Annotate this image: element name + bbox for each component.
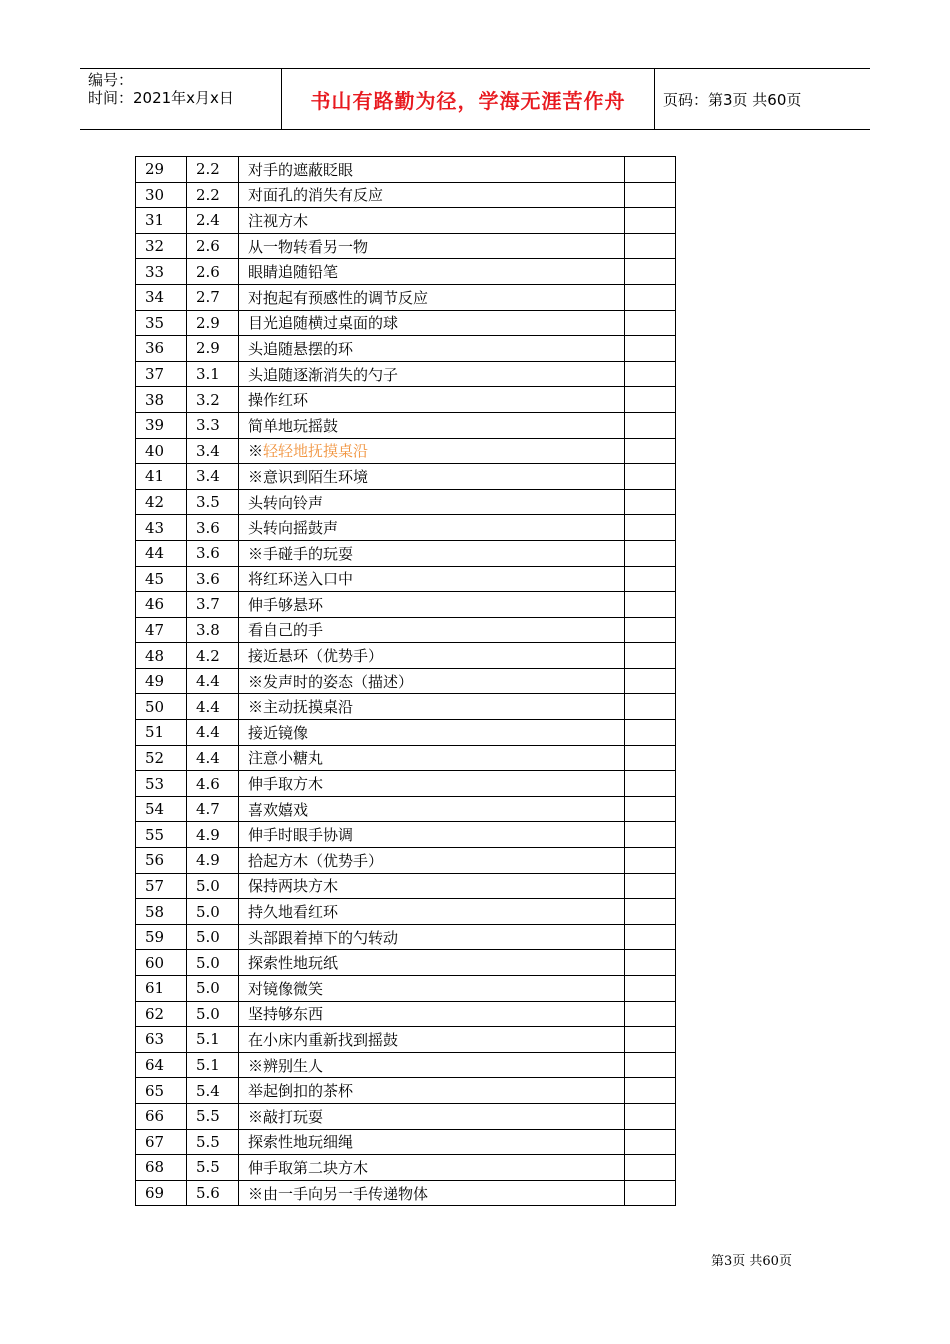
table-row xyxy=(136,668,676,694)
item-score-cell xyxy=(625,1001,676,1027)
item-text: 眼睛追随铅笔 xyxy=(248,263,339,282)
item-score-cell xyxy=(625,873,676,899)
item-age: 2.2 xyxy=(187,182,239,208)
item-score-cell xyxy=(625,1078,676,1104)
item-text: ※由一手向另一手传递物体 xyxy=(248,1184,429,1203)
item-description xyxy=(239,464,625,490)
item-description xyxy=(239,1052,625,1078)
item-text: 目光追随横过桌面的球 xyxy=(248,314,399,333)
item-score-cell xyxy=(625,1027,676,1053)
item-number: 69 xyxy=(136,1180,187,1206)
table-row xyxy=(136,592,676,618)
header-motto: 书山有路勤为径，学海无涯苦作舟 xyxy=(310,89,626,113)
table-row xyxy=(136,1078,676,1104)
item-age: 5.0 xyxy=(187,873,239,899)
table-row xyxy=(136,361,676,387)
item-description xyxy=(239,387,625,413)
item-text: 探索性地玩细绳 xyxy=(248,1133,354,1152)
item-description xyxy=(239,822,625,848)
item-text: 简单地玩摇鼓 xyxy=(248,416,339,435)
item-age: 5.0 xyxy=(187,950,239,976)
item-text: 头部跟着掉下的勺转动 xyxy=(248,928,399,947)
item-number: 67 xyxy=(136,1129,187,1155)
item-score-cell xyxy=(625,1103,676,1129)
serial-label: 编号： xyxy=(88,71,134,89)
item-age: 5.0 xyxy=(187,924,239,950)
item-score-cell xyxy=(625,515,676,541)
item-description xyxy=(239,1078,625,1104)
item-score-cell xyxy=(625,848,676,874)
item-score-cell xyxy=(625,412,676,438)
item-age: 3.2 xyxy=(187,387,239,413)
item-age: 3.1 xyxy=(187,361,239,387)
item-score-cell xyxy=(625,694,676,720)
item-age: 4.7 xyxy=(187,796,239,822)
item-description xyxy=(239,259,625,285)
item-number: 35 xyxy=(136,310,187,336)
item-score-cell xyxy=(625,157,676,183)
item-description xyxy=(239,1103,625,1129)
item-number: 65 xyxy=(136,1078,187,1104)
item-text: ※敲打玩耍 xyxy=(248,1107,324,1126)
table-row xyxy=(136,848,676,874)
item-text: 拾起方木（优势手） xyxy=(248,851,384,870)
item-description xyxy=(239,438,625,464)
table-row xyxy=(136,720,676,746)
item-age: 5.0 xyxy=(187,899,239,925)
item-score-cell xyxy=(625,387,676,413)
item-score-cell xyxy=(625,822,676,848)
item-score-cell xyxy=(625,643,676,669)
item-description xyxy=(239,617,625,643)
item-description xyxy=(239,233,625,259)
item-text: 头追随逐渐消失的勺子 xyxy=(248,365,399,384)
item-score-cell xyxy=(625,720,676,746)
item-score-cell xyxy=(625,310,676,336)
table-row xyxy=(136,1180,676,1206)
header-page-info: 页码：第3页 共60页 xyxy=(663,91,802,109)
item-number: 49 xyxy=(136,668,187,694)
item-number: 37 xyxy=(136,361,187,387)
table-row xyxy=(136,489,676,515)
table-row xyxy=(136,976,676,1002)
item-text: 接近悬环（优势手） xyxy=(248,647,384,666)
table-row xyxy=(136,1103,676,1129)
item-age: 5.5 xyxy=(187,1155,239,1181)
item-text: ※意识到陌生环境 xyxy=(248,467,369,486)
item-description xyxy=(239,643,625,669)
item-text: 将红环送入口中 xyxy=(248,570,354,589)
item-number: 52 xyxy=(136,745,187,771)
item-description xyxy=(239,182,625,208)
item-description xyxy=(239,540,625,566)
item-text: 头追随悬摆的环 xyxy=(248,339,354,358)
table-row xyxy=(136,438,676,464)
table-row xyxy=(136,259,676,285)
table-row xyxy=(136,157,676,183)
item-age: 4.9 xyxy=(187,822,239,848)
table-row xyxy=(136,540,676,566)
table-row xyxy=(136,796,676,822)
table-row xyxy=(136,412,676,438)
item-text: ※主动抚摸桌沿 xyxy=(248,698,354,717)
item-description xyxy=(239,720,625,746)
item-age: 3.4 xyxy=(187,438,239,464)
item-number: 68 xyxy=(136,1155,187,1181)
item-age: 5.1 xyxy=(187,1052,239,1078)
item-number: 44 xyxy=(136,540,187,566)
item-age: 3.4 xyxy=(187,464,239,490)
item-text: ※手碰手的玩耍 xyxy=(248,544,354,563)
table-row xyxy=(136,208,676,234)
item-number: 54 xyxy=(136,796,187,822)
table-row xyxy=(136,566,676,592)
item-age: 5.5 xyxy=(187,1129,239,1155)
item-description xyxy=(239,796,625,822)
item-score-cell xyxy=(625,1180,676,1206)
table-row xyxy=(136,284,676,310)
item-number: 66 xyxy=(136,1103,187,1129)
item-text: 伸手取方木 xyxy=(248,775,324,794)
table-row xyxy=(136,182,676,208)
item-text: 接近镜像 xyxy=(248,723,309,742)
item-text: 注视方木 xyxy=(248,211,309,230)
item-number: 50 xyxy=(136,694,187,720)
item-text: 对面孔的消失有反应 xyxy=(248,186,384,205)
item-age: 2.9 xyxy=(187,310,239,336)
item-score-cell xyxy=(625,259,676,285)
item-text: 轻轻地抚摸桌沿 xyxy=(263,442,369,461)
item-description xyxy=(239,284,625,310)
item-text: 操作红环 xyxy=(248,391,309,410)
header-meta xyxy=(88,71,278,107)
item-number: 56 xyxy=(136,848,187,874)
table-row xyxy=(136,899,676,925)
page-header xyxy=(80,68,870,130)
item-number: 29 xyxy=(136,157,187,183)
item-description xyxy=(239,745,625,771)
item-description xyxy=(239,310,625,336)
item-age: 3.3 xyxy=(187,412,239,438)
table-row xyxy=(136,336,676,362)
item-age: 3.6 xyxy=(187,540,239,566)
item-description xyxy=(239,976,625,1002)
table-row xyxy=(136,617,676,643)
item-text: 保持两块方木 xyxy=(248,877,339,896)
item-age: 5.6 xyxy=(187,1180,239,1206)
table-row xyxy=(136,464,676,490)
table-row xyxy=(136,1027,676,1053)
item-age: 4.4 xyxy=(187,694,239,720)
item-score-cell xyxy=(625,771,676,797)
item-score-cell xyxy=(625,976,676,1002)
item-score-cell xyxy=(625,284,676,310)
item-number: 62 xyxy=(136,1001,187,1027)
item-text: 伸手取第二块方木 xyxy=(248,1158,369,1177)
table-row xyxy=(136,771,676,797)
item-score-cell xyxy=(625,566,676,592)
item-description xyxy=(239,361,625,387)
item-text: 喜欢嬉戏 xyxy=(248,800,309,819)
item-number: 51 xyxy=(136,720,187,746)
item-number: 39 xyxy=(136,412,187,438)
item-age: 4.4 xyxy=(187,720,239,746)
table-row xyxy=(136,745,676,771)
item-description xyxy=(239,668,625,694)
item-number: 59 xyxy=(136,924,187,950)
item-age: 3.5 xyxy=(187,489,239,515)
item-score-cell xyxy=(625,540,676,566)
table-row xyxy=(136,694,676,720)
item-score-cell xyxy=(625,617,676,643)
item-text: 持久地看红环 xyxy=(248,903,339,922)
item-age: 5.0 xyxy=(187,976,239,1002)
table-row xyxy=(136,643,676,669)
item-description xyxy=(239,1155,625,1181)
item-description xyxy=(239,873,625,899)
item-number: 64 xyxy=(136,1052,187,1078)
item-text: ※发声时的姿态（描述） xyxy=(248,672,414,691)
item-age: 2.9 xyxy=(187,336,239,362)
item-number: 31 xyxy=(136,208,187,234)
table-row xyxy=(136,1155,676,1181)
item-age: 3.6 xyxy=(187,566,239,592)
table-row xyxy=(136,387,676,413)
item-text: 对抱起有预感性的调节反应 xyxy=(248,288,429,307)
item-score-cell xyxy=(625,592,676,618)
item-number: 41 xyxy=(136,464,187,490)
item-number: 38 xyxy=(136,387,187,413)
item-text: 伸手时眼手协调 xyxy=(248,826,354,845)
item-score-cell xyxy=(625,464,676,490)
item-description xyxy=(239,1180,625,1206)
item-number: 43 xyxy=(136,515,187,541)
item-text: 看自己的手 xyxy=(248,621,324,640)
item-number: 46 xyxy=(136,592,187,618)
item-number: 45 xyxy=(136,566,187,592)
item-text: 头转向铃声 xyxy=(248,493,324,512)
item-number: 57 xyxy=(136,873,187,899)
item-age: 5.4 xyxy=(187,1078,239,1104)
item-description xyxy=(239,899,625,925)
footer-page-info: 第3页 共60页 xyxy=(711,1254,792,1269)
item-text: 对手的遮蔽眨眼 xyxy=(248,160,354,179)
item-age: 3.7 xyxy=(187,592,239,618)
item-description xyxy=(239,489,625,515)
item-age: 2.6 xyxy=(187,233,239,259)
item-score-cell xyxy=(625,668,676,694)
item-age: 4.6 xyxy=(187,771,239,797)
item-text: 从一物转看另一物 xyxy=(248,237,369,256)
item-score-cell xyxy=(625,1052,676,1078)
item-number: 42 xyxy=(136,489,187,515)
item-score-cell xyxy=(625,233,676,259)
item-number: 48 xyxy=(136,643,187,669)
table-row xyxy=(136,310,676,336)
table-row xyxy=(136,950,676,976)
item-age: 4.4 xyxy=(187,745,239,771)
item-age: 5.5 xyxy=(187,1103,239,1129)
item-score-cell xyxy=(625,899,676,925)
item-description xyxy=(239,1001,625,1027)
item-description xyxy=(239,566,625,592)
item-prefix: ※ xyxy=(248,442,264,461)
item-score-cell xyxy=(625,745,676,771)
item-number: 30 xyxy=(136,182,187,208)
item-text: ※辨别生人 xyxy=(248,1056,324,1075)
item-text: 坚持够东西 xyxy=(248,1005,324,1024)
item-score-cell xyxy=(625,182,676,208)
item-description xyxy=(239,336,625,362)
item-score-cell xyxy=(625,924,676,950)
item-age: 2.2 xyxy=(187,157,239,183)
item-text: 对镜像微笑 xyxy=(248,979,324,998)
item-score-cell xyxy=(625,361,676,387)
item-number: 36 xyxy=(136,336,187,362)
assessment-table xyxy=(135,156,676,1206)
item-number: 63 xyxy=(136,1027,187,1053)
item-description xyxy=(239,592,625,618)
item-number: 53 xyxy=(136,771,187,797)
item-description xyxy=(239,694,625,720)
table-row xyxy=(136,1052,676,1078)
item-description xyxy=(239,1027,625,1053)
item-score-cell xyxy=(625,1129,676,1155)
item-description xyxy=(239,771,625,797)
item-description xyxy=(239,412,625,438)
item-text: 在小床内重新找到摇鼓 xyxy=(248,1030,399,1049)
date-label: 时间：2021年x月x日 xyxy=(88,89,234,107)
item-number: 61 xyxy=(136,976,187,1002)
item-number: 32 xyxy=(136,233,187,259)
item-text: 举起倒扣的茶杯 xyxy=(248,1082,354,1101)
table-row xyxy=(136,873,676,899)
item-text: 伸手够悬环 xyxy=(248,595,324,614)
item-number: 47 xyxy=(136,617,187,643)
assessment-table-body xyxy=(136,157,676,1206)
table-row xyxy=(136,233,676,259)
item-text: 注意小糖丸 xyxy=(248,749,324,768)
item-number: 33 xyxy=(136,259,187,285)
item-number: 55 xyxy=(136,822,187,848)
item-score-cell xyxy=(625,208,676,234)
table-row xyxy=(136,1129,676,1155)
item-age: 5.0 xyxy=(187,1001,239,1027)
item-number: 58 xyxy=(136,899,187,925)
item-text: 头转向摇鼓声 xyxy=(248,519,339,538)
item-description xyxy=(239,924,625,950)
item-number: 60 xyxy=(136,950,187,976)
item-description xyxy=(239,848,625,874)
item-age: 4.4 xyxy=(187,668,239,694)
item-age: 2.7 xyxy=(187,284,239,310)
item-description xyxy=(239,157,625,183)
item-description xyxy=(239,1129,625,1155)
table-row xyxy=(136,1001,676,1027)
item-age: 4.2 xyxy=(187,643,239,669)
item-number: 40 xyxy=(136,438,187,464)
item-age: 5.1 xyxy=(187,1027,239,1053)
item-description xyxy=(239,950,625,976)
item-score-cell xyxy=(625,336,676,362)
item-age: 2.4 xyxy=(187,208,239,234)
item-description xyxy=(239,515,625,541)
item-score-cell xyxy=(625,1155,676,1181)
item-score-cell xyxy=(625,950,676,976)
item-description xyxy=(239,208,625,234)
table-row xyxy=(136,515,676,541)
item-age: 2.6 xyxy=(187,259,239,285)
item-number: 34 xyxy=(136,284,187,310)
item-age: 3.6 xyxy=(187,515,239,541)
item-score-cell xyxy=(625,796,676,822)
table-row xyxy=(136,924,676,950)
header-divider xyxy=(654,69,655,129)
item-score-cell xyxy=(625,438,676,464)
item-age: 3.8 xyxy=(187,617,239,643)
item-score-cell xyxy=(625,489,676,515)
item-age: 4.9 xyxy=(187,848,239,874)
item-text: 探索性地玩纸 xyxy=(248,954,339,973)
table-row xyxy=(136,822,676,848)
